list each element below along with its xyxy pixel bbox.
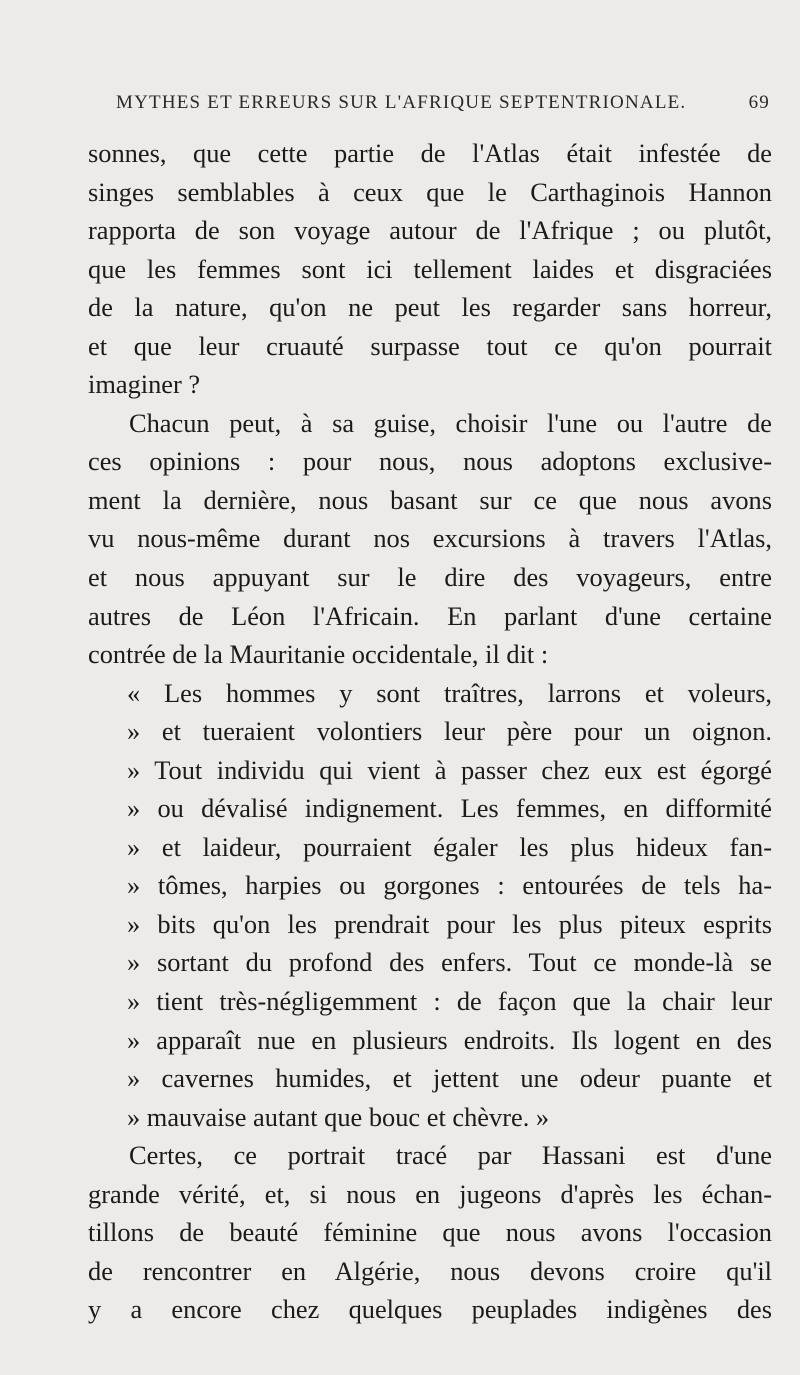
quote-line: » et tueraient volontiers leur père pour un oignon.	[127, 716, 772, 747]
quote-line: » mauvaise autant que bouc et chèvre. »	[127, 1101, 550, 1132]
running-head-title: MYTHES ET ERREURS SUR L'AFRIQUE SEPTENTRIONALE.	[116, 92, 687, 113]
text-line: sonnes, que cette partie de l'Atlas était infestée de	[88, 138, 772, 168]
text-line: rapporta de son voyage autour de l'Afrique ; ou plutôt,	[88, 215, 772, 246]
text-line: autres de Léon l'Africain. En parlant d'une certaine	[88, 600, 772, 631]
quote-line: » apparaît nue en plusieurs endroits. Ils logent en des	[127, 1024, 772, 1055]
text-line: que les femmes sont ici tellement laides et disgraciées	[88, 253, 772, 284]
text-line: de la nature, qu'on ne peut les regarder sans horreur,	[88, 292, 772, 323]
running-head	[88, 92, 770, 122]
text-line: de rencontrer en Algérie, nous devons croire qu'il	[88, 1255, 772, 1286]
text-line: ces opinions : pour nous, nous adoptons exclusive-	[88, 446, 772, 477]
quote-line: » bits qu'on les prendrait pour les plus piteux esprits	[127, 908, 772, 939]
text-line: contrée de la Mauritanie occidentale, il dit :	[88, 639, 549, 670]
quote-line: » tômes, harpies ou gorgones : entourées de tels ha-	[127, 870, 772, 901]
text-line: ment la dernière, nous basant sur ce que nous avons	[88, 484, 772, 515]
quote-line: » ou dévalisé indignement. Les femmes, en difformité	[127, 793, 772, 824]
body-text	[88, 134, 772, 1329]
text-line: et nous appuyant sur le dire des voyageurs, entre	[88, 562, 772, 593]
quote-line: » tient très-négligemment : de façon que la chair leur	[127, 986, 772, 1017]
text-line: et que leur cruauté surpasse tout ce qu'on pourrait	[88, 330, 772, 361]
quote-line: » Tout individu qui vient à passer chez eux est égorgé	[127, 754, 772, 785]
quote-line: « Les hommes y sont traîtres, larrons et voleurs,	[127, 677, 772, 708]
text-line: vu nous-même durant nos excursions à travers l'Atlas,	[88, 523, 772, 554]
text-line: Chacun peut, à sa guise, choisir l'une ou l'autre de	[129, 407, 772, 438]
page-number: 69	[748, 92, 770, 113]
text-line: tillons de beauté féminine que nous avons l'occasion	[88, 1217, 772, 1248]
text-line: y a encore chez quelques peuplades indigènes des	[88, 1294, 772, 1325]
text-line: grande vérité, et, si nous en jugeons d'après les échan-	[88, 1178, 772, 1209]
quote-line: » cavernes humides, et jettent une odeur puante et	[127, 1063, 772, 1094]
quote-line: » et laideur, pourraient égaler les plus hideux fan-	[127, 831, 772, 862]
quote-line: » sortant du profond des enfers. Tout ce monde-là se	[127, 947, 772, 978]
text-line: Certes, ce portrait tracé par Hassani est d'une	[129, 1140, 772, 1171]
text-line: singes semblables à ceux que le Carthaginois Hannon	[88, 176, 772, 207]
text-line: imaginer ?	[88, 369, 201, 400]
